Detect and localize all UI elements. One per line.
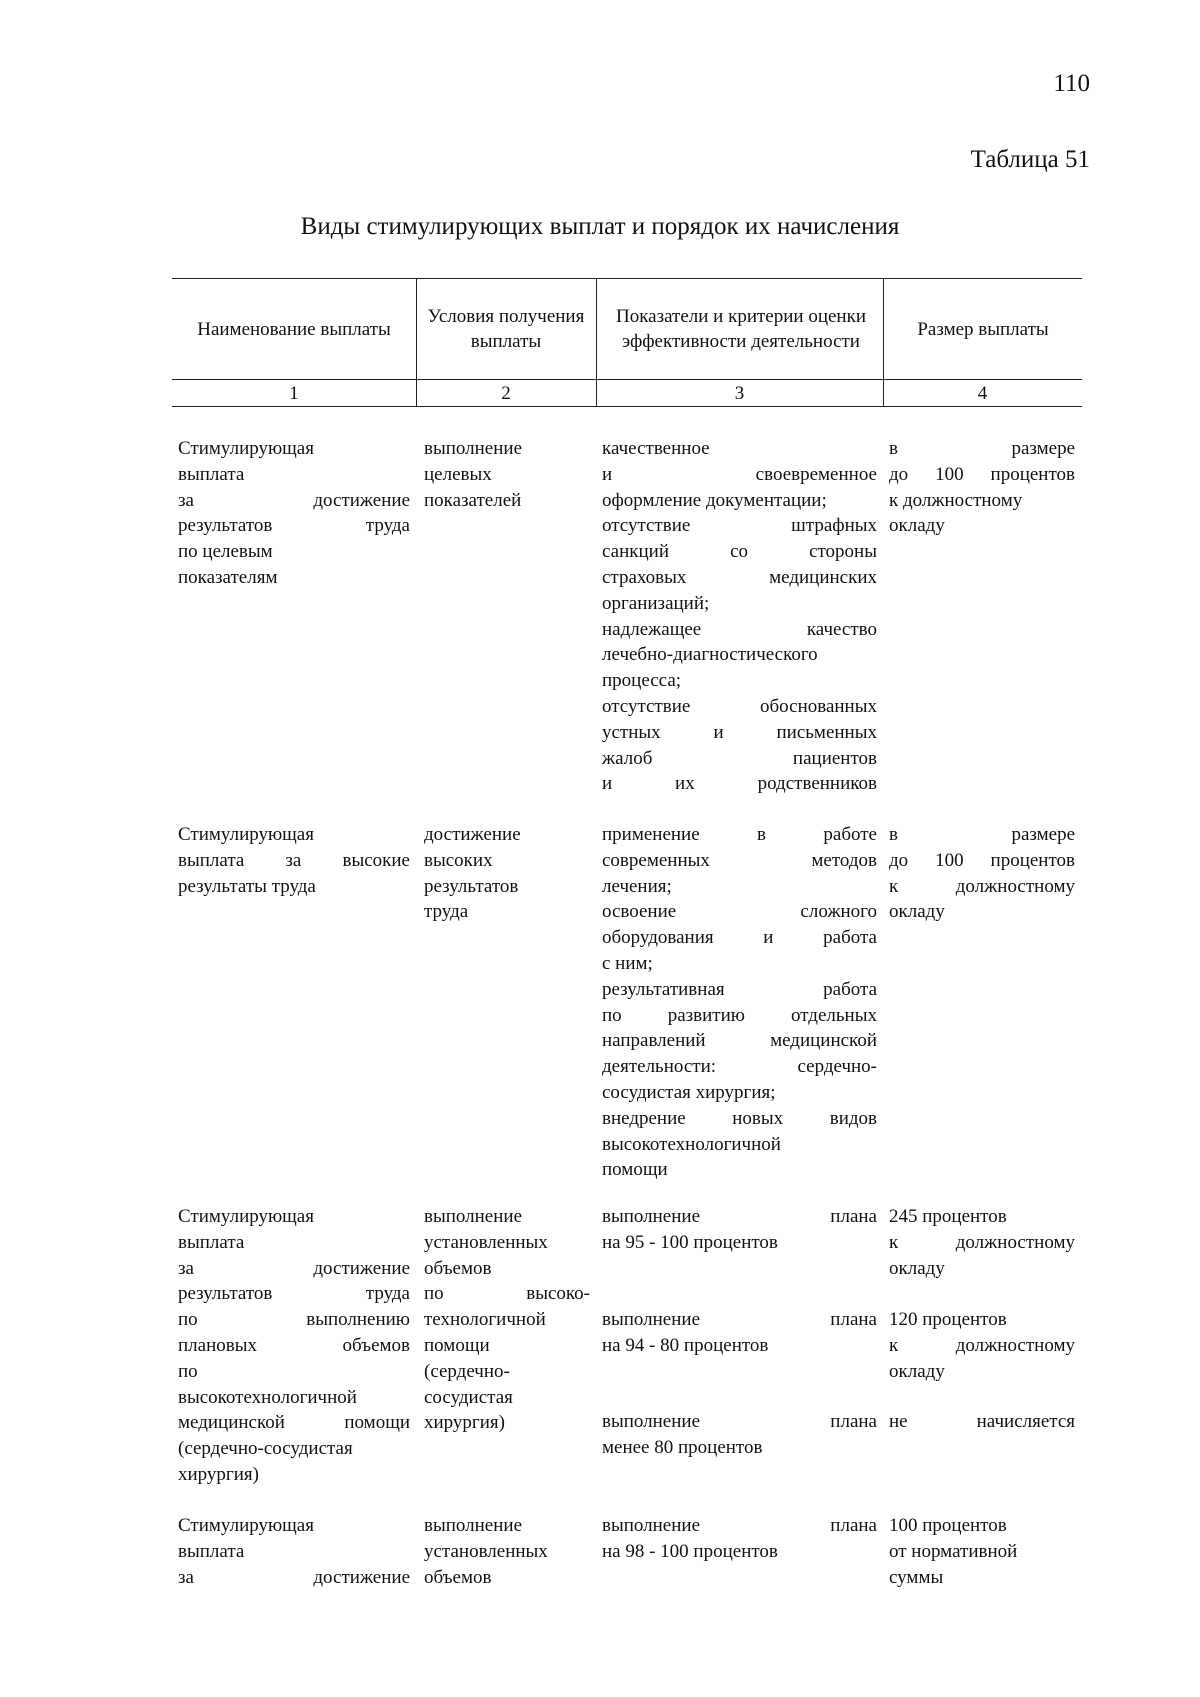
text-line: менее 80 процентов (602, 1436, 763, 1458)
text-line: сосудистая (424, 1386, 513, 1408)
row-2-condition (424, 822, 590, 925)
text-line: отсутствие обоснованных (602, 695, 877, 717)
row-3-size-c (889, 1409, 1075, 1435)
column-number-1: 1 (289, 383, 299, 404)
header-bottom-rule (172, 379, 1082, 380)
text-line: объемов (424, 1566, 492, 1588)
text-line: труда (424, 901, 469, 923)
text-line: к должностному (889, 875, 1075, 897)
row-3-criteria-b (602, 1307, 877, 1359)
header-payment-name: Наименование выплаты (197, 318, 391, 340)
text-line: высокотехнологичной (602, 1133, 781, 1155)
text-line: современных методов (602, 849, 877, 871)
text-line: результативная работа (602, 978, 877, 1000)
row-4-criteria (602, 1513, 877, 1565)
text-line: установленных (424, 1540, 548, 1562)
header-conditions: Условия получения выплаты (427, 306, 585, 352)
text-line: выполнение плана (602, 1515, 877, 1536)
text-line: на 98 - 100 процентов (602, 1540, 778, 1562)
text-line: применение в работе (602, 824, 877, 845)
text-line: и их родственников (602, 773, 877, 795)
text-line: внедрение новых видов (602, 1107, 877, 1129)
text-line: окладу (889, 1257, 945, 1279)
text-line: окладу (889, 1360, 945, 1382)
row-3-payment-name (178, 1204, 410, 1488)
text-line: 100 процентов (889, 1515, 1007, 1536)
row-4-payment-name (178, 1513, 410, 1590)
text-line: помощи (602, 1159, 668, 1181)
text-line: страховых медицинских (602, 566, 877, 588)
text-line: высокотехнологичной (178, 1386, 357, 1408)
text-line: и своевременное (602, 463, 877, 485)
text-line: жалоб пациентов (602, 747, 877, 769)
text-line: помощи (424, 1334, 490, 1356)
row-1-payment-name (178, 436, 410, 591)
text-line: выплата за высокие (178, 849, 410, 871)
text-line: (сердечно- (424, 1360, 510, 1382)
row-3-criteria-a (602, 1204, 877, 1256)
text-line: выполнение плана (602, 1206, 877, 1227)
header-criteria: Показатели и критерии оценки эффективности деятельности (616, 306, 866, 352)
text-line: до 100 процентов (889, 463, 1075, 485)
text-line: процесса; (602, 670, 682, 692)
text-line: организаций; (602, 592, 710, 614)
column-number-2: 2 (501, 383, 511, 404)
text-line: выплата (178, 1540, 245, 1562)
row-2-criteria (602, 822, 877, 1183)
text-line: отсутствие штрафных (602, 515, 877, 537)
text-line: плановых объемов (178, 1334, 410, 1356)
text-line: по целевым (178, 541, 273, 563)
column-numbers-bottom-rule (172, 406, 1082, 407)
text-line: показателей (424, 489, 522, 511)
text-line: выплата (178, 1231, 245, 1253)
text-line: результаты труда (178, 875, 316, 897)
text-line: результатов труда (178, 515, 410, 537)
text-line: санкций со стороны (602, 541, 877, 563)
page-number: 110 (1053, 70, 1090, 97)
text-line: технологичной (424, 1309, 546, 1331)
text-line: установленных (424, 1231, 548, 1253)
row-3-condition (424, 1204, 590, 1436)
text-line: сосудистая хирургия; (602, 1081, 776, 1103)
row-2-payment-size (889, 822, 1075, 925)
text-line: 245 процентов (889, 1206, 1007, 1227)
row-2-payment-name (178, 822, 410, 899)
text-line: Стимулирующая (178, 1515, 314, 1536)
text-line: окладу (889, 515, 945, 537)
text-line: Стимулирующая (178, 824, 314, 845)
text-line: хирургия) (178, 1463, 259, 1485)
text-line: с ним; (602, 952, 653, 974)
text-line: в размере (889, 824, 1075, 845)
text-line: окладу (889, 901, 945, 923)
header-payment-size: Размер выплаты (917, 318, 1049, 340)
text-line: Стимулирующая (178, 1206, 314, 1227)
table-label: Таблица 51 (970, 146, 1090, 173)
row-4-payment-size (889, 1513, 1075, 1590)
text-line: освоение сложного (602, 901, 877, 923)
text-line: результатов труда (178, 1283, 410, 1305)
row-1-payment-size (889, 436, 1075, 539)
text-line: Стимулирующая (178, 438, 314, 459)
text-line: достижение (424, 824, 521, 845)
text-line: направлений медицинской (602, 1030, 877, 1052)
row-4-condition (424, 1513, 590, 1590)
text-line: результатов (424, 875, 519, 897)
text-line: устных и письменных (602, 721, 877, 743)
text-line: целевых (424, 463, 492, 485)
text-line: по (178, 1360, 198, 1382)
text-line: медицинской помощи (178, 1412, 410, 1434)
text-line: показателям (178, 566, 278, 588)
text-line: хирургия) (424, 1412, 505, 1434)
row-3-size-b (889, 1307, 1075, 1384)
text-line: 120 процентов (889, 1309, 1007, 1330)
row-1-condition (424, 436, 590, 513)
text-line: за достижение (178, 1566, 410, 1588)
text-line: от нормативной (889, 1540, 1018, 1562)
text-line: выплата (178, 463, 245, 485)
text-line: оформление документации; (602, 489, 827, 511)
text-line: высоких (424, 849, 493, 871)
text-line: выполнение (424, 438, 523, 459)
text-line: надлежащее качество (602, 618, 877, 640)
row-3-criteria-c (602, 1409, 877, 1461)
text-line: по выполнению (178, 1309, 410, 1331)
text-line: оборудования и работа (602, 927, 877, 949)
text-line: лечебно-диагностического (602, 644, 818, 666)
text-line: выполнение плана (602, 1411, 877, 1432)
text-line: по высоко- (424, 1283, 590, 1305)
text-line: к должностному (889, 489, 1023, 511)
text-line: за достижение (178, 489, 410, 511)
text-line: до 100 процентов (889, 849, 1075, 871)
text-line: деятельности: сердечно- (602, 1056, 877, 1078)
text-line: выполнение плана (602, 1309, 877, 1330)
text-line: на 95 - 100 процентов (602, 1231, 778, 1253)
text-line: лечения; (602, 875, 672, 897)
text-line: объемов (424, 1257, 492, 1279)
text-line: суммы (889, 1566, 944, 1588)
column-number-3: 3 (734, 383, 745, 404)
text-line: к должностному (889, 1231, 1075, 1253)
text-line: не начисляется (889, 1411, 1075, 1432)
text-line: за достижение (178, 1257, 410, 1279)
document-title: Виды стимулирующих выплат и порядок их начисления (300, 213, 900, 240)
text-line: к должностному (889, 1334, 1075, 1356)
text-line: выполнение (424, 1515, 523, 1536)
row-3-size-a (889, 1204, 1075, 1281)
text-line: выполнение (424, 1206, 523, 1227)
text-line: качественное (602, 438, 710, 459)
text-line: (сердечно-сосудистая (178, 1438, 353, 1460)
column-number-4: 4 (977, 383, 988, 404)
row-1-criteria (602, 436, 877, 797)
text-line: в размере (889, 438, 1075, 459)
text-line: по развитию отдельных (602, 1004, 877, 1026)
text-line: на 94 - 80 процентов (602, 1334, 769, 1356)
